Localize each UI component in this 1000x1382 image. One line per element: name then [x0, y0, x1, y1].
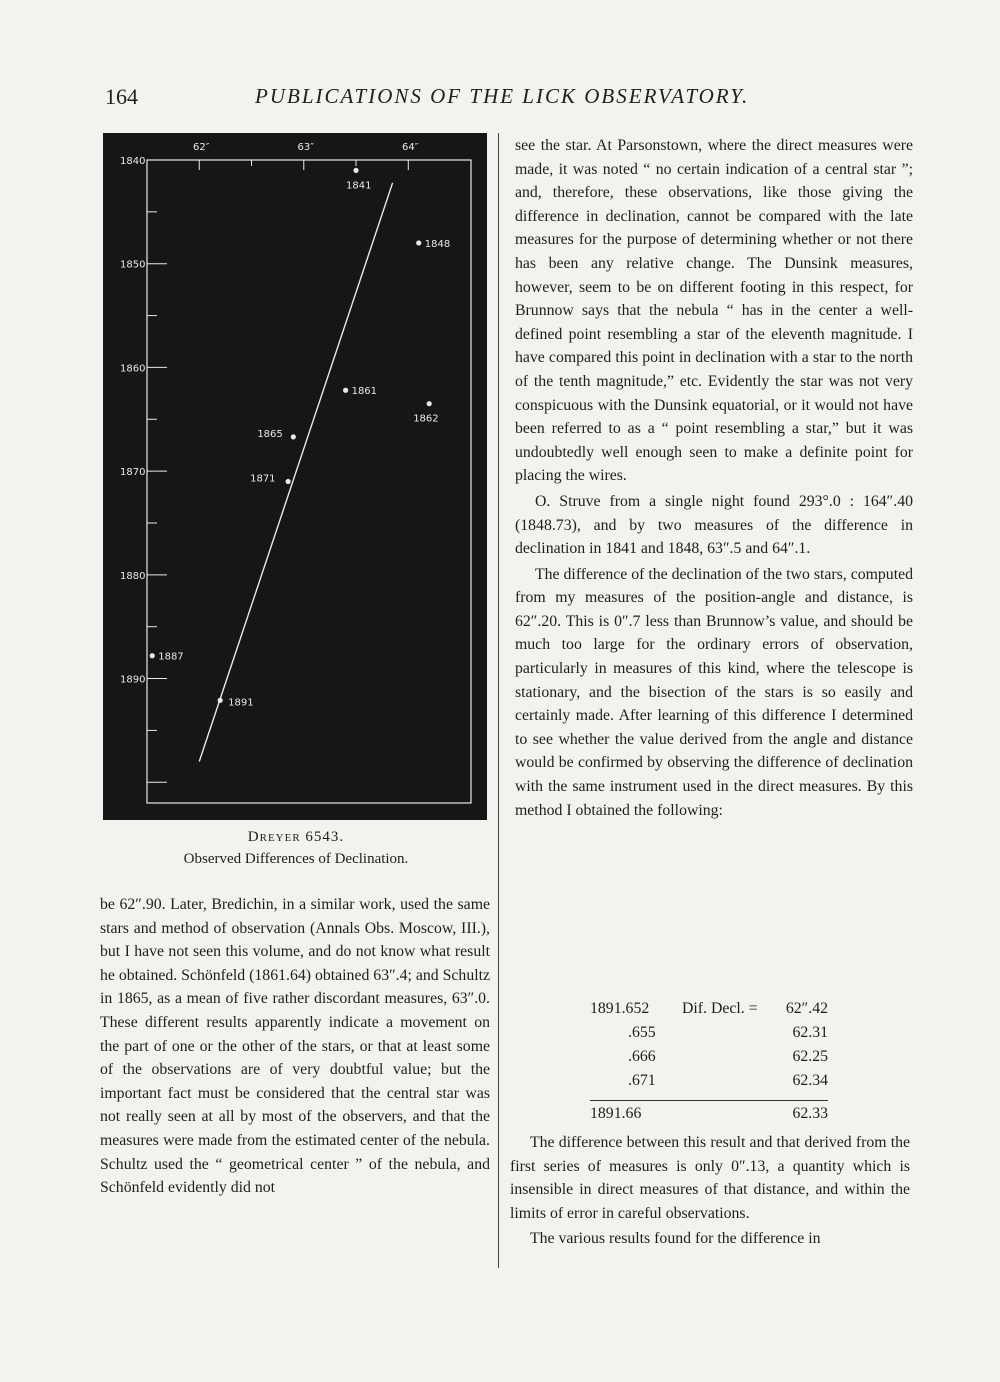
point-label: 1865 — [257, 428, 283, 440]
measurement-table — [590, 1000, 828, 1129]
table-row — [590, 1072, 828, 1096]
paragraph-conclusion: The difference between this result and that derived from the first series of measures is only 0″.13, a quantity which is insensible in direct measures of that distance, and within the limits of error in careful observations. — [510, 1134, 910, 1222]
paragraph-difference: The difference of the declination of the two stars, computed from my measures of the position-angle and distance, is 62″.20. This is 0″.7 less than Brunnow’s value, and should be much too large for the ordinary errors of observation, particularly in measures of this kind, where the telescope is stationary, and the bisection of the stars is so easily and certainly made. After learning of this difference I determined to see whether the value derived from the angle and distance would be confirmed by observing the difference of declination with the same instrument used in the direct measures. By this method I obtained the following: — [515, 565, 913, 819]
table-mean-row — [590, 1105, 828, 1129]
table-row — [590, 1000, 828, 1024]
point-label: 1891 — [228, 697, 254, 709]
running-title: PUBLICATIONS OF THE LICK OBSERVATORY. — [255, 84, 750, 108]
column-divider — [498, 133, 499, 1268]
right-column-lower — [510, 1131, 910, 1251]
y-tick-label: 1840 — [120, 156, 146, 167]
y-tick-label: 1860 — [120, 363, 146, 375]
point-label: 1871 — [250, 473, 276, 485]
declination-figure — [103, 133, 487, 820]
row-date: .671 — [628, 1072, 656, 1089]
y-tick-label: 1880 — [120, 570, 146, 582]
table-row — [590, 1024, 828, 1048]
data-point — [353, 168, 358, 173]
row-label: Dif. Decl. = — [682, 1000, 758, 1017]
mean-value: 62.33 — [792, 1105, 828, 1122]
data-point — [291, 434, 296, 439]
point-label: 1862 — [413, 413, 439, 425]
row-date: 1891.652 — [590, 1000, 650, 1017]
trend-line — [199, 183, 392, 762]
point-label: 1887 — [158, 651, 184, 663]
row-value: 62.31 — [792, 1024, 828, 1041]
data-point — [218, 698, 223, 703]
y-tick-label: 1890 — [120, 674, 146, 686]
declination-chart — [103, 133, 487, 820]
row-value: 62.34 — [792, 1072, 828, 1089]
y-tick-label: 1870 — [120, 467, 146, 479]
y-tick-label: 1850 — [120, 259, 146, 271]
plot-frame — [147, 160, 471, 803]
left-paragraph: be 62″.90. Later, Bredichin, in a similar work, used the same stars and method of observation (Annals Obs. Moscow, III.), but I have not seen this volume, and do not know what result he obtained. Schönfeld (1861.64) obtained 63″.4; and Schultz in 1865, as a mean of five rather discordant measures, 63″.0. These different results apparently indicate a movement on the part of one or the other of the stars, or that at least some of the observations are of very doubtful value; but the important fact must be considered that the central star was not really seen at all by most of the observers, and that the measures were made from the estimated center of the nebula. Schultz used the “ geometrical center ” of the nebula, and Schönfeld evidently did not — [100, 896, 491, 1197]
paragraph-struve: O. Struve from a single night found 293°.0 : 164″.40 (1848.73), and by two measures of the difference in declination in 1841 and 1848, 63″.5 and 64″.1. — [515, 492, 913, 558]
row-date: .655 — [628, 1024, 656, 1041]
table-rule — [590, 1100, 828, 1101]
paragraph-various: The various results found for the difference in — [530, 1230, 821, 1248]
table-row — [590, 1048, 828, 1072]
point-label: 1841 — [346, 180, 372, 192]
left-column — [100, 893, 490, 1200]
point-label: 1848 — [424, 238, 451, 250]
data-point — [416, 240, 421, 245]
x-tick-label: 62″ — [193, 142, 210, 153]
data-point — [285, 479, 290, 484]
data-point — [343, 388, 348, 393]
right-column-upper — [515, 134, 913, 822]
row-date: .666 — [628, 1048, 656, 1065]
row-value: 62″.42 — [785, 1000, 828, 1017]
x-tick-label: 64″ — [402, 142, 419, 153]
row-value: 62.25 — [792, 1048, 828, 1065]
data-point — [427, 401, 432, 406]
paragraph-parsonstown: see the star. At Parsonstown, where the direct measures were made, it was noted “ no certain indication of a central star ”; and, therefore, these observations, like those giving the difference in declination, cannot be compared with the late measures for the purpose of determining whether or not there has been any relative change. The Dunsink measures, however, seem to be on different footing in this respect, for Brunnow says that the nebula “ has in the center a well-defined point resembling a star of the eleventh magnitude. I have compared this point in declination with a star to the north of the tenth magnitude,” etc. Evidently the star was not very conspicuous with the Dunsink equatorial, or it would not have been referred to as a “ point resembling a star,” but it was undoubtedly well enough seen to make a definite point for placing the wires. — [515, 137, 913, 485]
figure-caption-title: Dreyer 6543. — [247, 829, 345, 845]
x-tick-label: 63″ — [297, 142, 315, 153]
page-number: 164 — [105, 84, 138, 109]
data-point — [150, 653, 155, 658]
point-label: 1861 — [351, 386, 378, 398]
mean-date: 1891.66 — [590, 1105, 642, 1122]
figure-caption-subtitle: Observed Differences of Declination. — [183, 851, 409, 867]
